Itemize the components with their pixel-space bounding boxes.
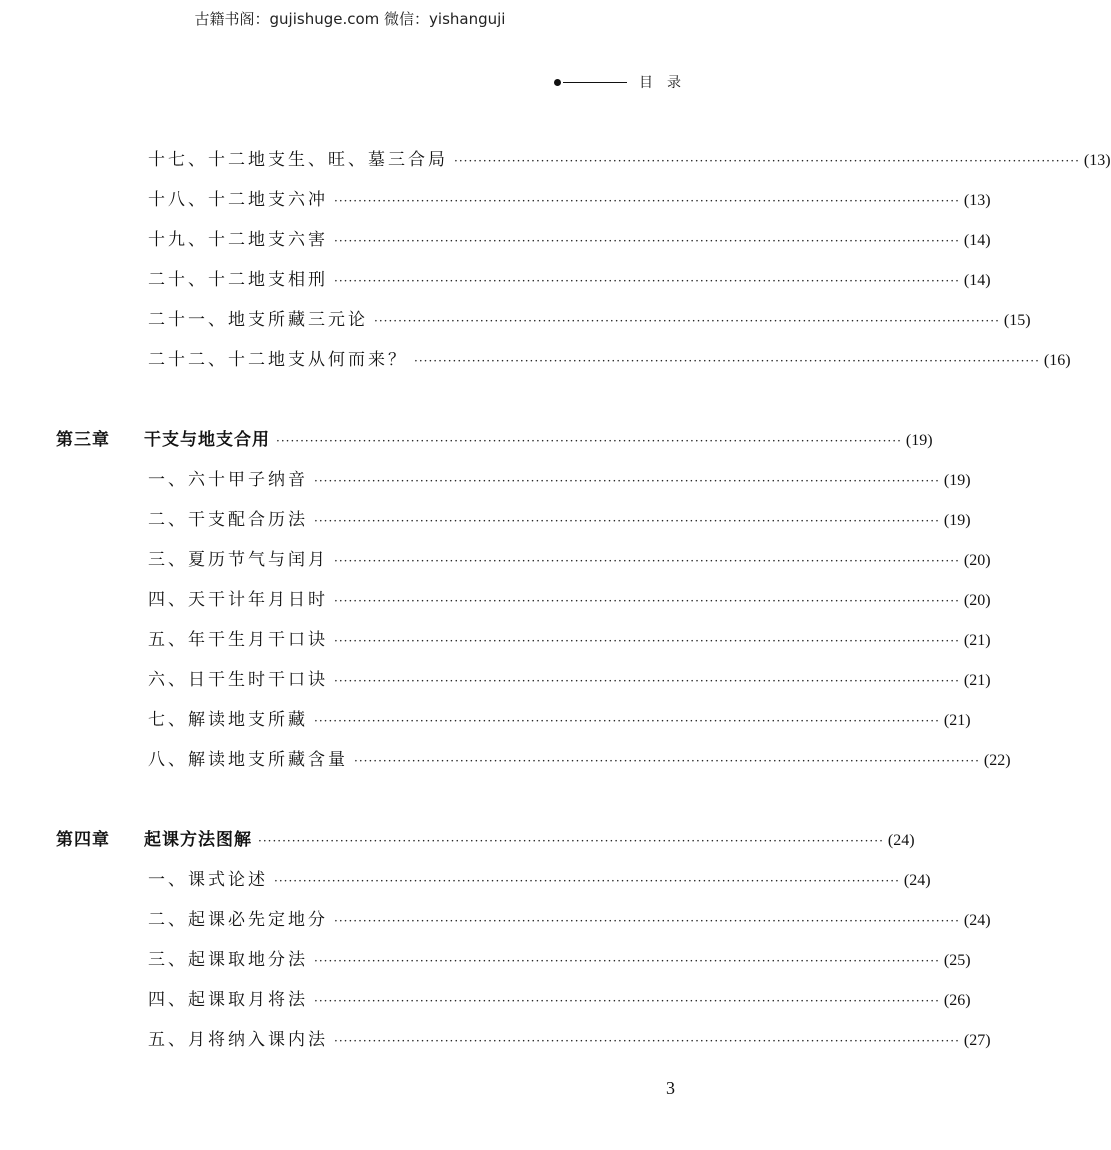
dot-leader: ·································································································································· [274, 874, 900, 888]
dot-leader: ·································································································································· [334, 674, 960, 688]
dot-leader: ·································································································································· [334, 274, 960, 288]
running-head-rule [563, 82, 627, 83]
toc-entry[interactable] [148, 1025, 991, 1050]
dot-leader: ·································································································································· [258, 834, 884, 848]
dot-leader: ·································································································································· [334, 914, 960, 928]
toc-chapter[interactable] [56, 825, 915, 850]
bullet-dot-icon [554, 79, 561, 86]
toc-entry-title: 五、年干生月干口诀 [148, 630, 328, 650]
toc-entry-page: (24) [903, 872, 931, 889]
toc-entry-page: (26) [943, 992, 971, 1009]
dot-leader: ·································································································································· [334, 1034, 960, 1048]
toc-entry-title: 六、日干生时干口诀 [148, 670, 328, 690]
toc-entry-title: 一、课式论述 [148, 870, 268, 890]
dot-leader: ·································································································································· [276, 434, 902, 448]
dot-leader: ·································································································································· [334, 634, 960, 648]
toc-entry[interactable] [148, 545, 991, 570]
running-head-title: 目录 [639, 75, 695, 91]
toc-entry-page: (19) [943, 512, 971, 529]
toc-entry-page: (14) [963, 272, 991, 289]
toc-entry-title: 七、解读地支所藏 [148, 710, 308, 730]
toc-entry[interactable] [148, 265, 991, 290]
toc-entry-title: 八、解读地支所藏含量 [148, 750, 348, 770]
toc-entry-page: (16) [1043, 352, 1071, 369]
dot-leader: ·································································································································· [334, 234, 960, 248]
dot-leader: ·································································································································· [314, 954, 940, 968]
toc-chapter[interactable] [56, 425, 933, 450]
toc-entry[interactable] [148, 465, 971, 490]
toc-entry-title: 二十、十二地支相刑 [148, 270, 328, 290]
toc-entry-page: (20) [963, 592, 991, 609]
running-head [554, 72, 695, 92]
dot-leader: ·································································································································· [314, 514, 940, 528]
toc-entry-title: 十九、十二地支六害 [148, 230, 328, 250]
toc-entry-title: 二十一、地支所藏三元论 [148, 310, 368, 330]
toc-entry-title: 五、月将纳入课内法 [148, 1030, 328, 1050]
toc-entry-title: 四、天干计年月日时 [148, 590, 328, 610]
toc-entry-title: 三、起课取地分法 [148, 950, 308, 970]
toc-entry[interactable] [148, 705, 971, 730]
toc-entry-title: 十八、十二地支六冲 [148, 190, 328, 210]
dot-leader: ·································································································································· [314, 474, 940, 488]
toc-entry-page: (21) [963, 672, 991, 689]
dot-leader: ·································································································································· [354, 754, 980, 768]
toc-entry-page: (24) [887, 832, 915, 849]
toc-entry[interactable] [148, 865, 931, 890]
toc-entry-title: 二十二、十二地支从何而来？ [148, 350, 408, 370]
toc-entry-page: (19) [943, 472, 971, 489]
toc-entry-page: (15) [1003, 312, 1031, 329]
toc-entry[interactable] [148, 305, 1031, 330]
toc-entry[interactable] [148, 505, 971, 530]
chapter-number: 第四章 [56, 830, 110, 850]
toc-entry-page: (22) [983, 752, 1011, 769]
toc-entry[interactable] [148, 345, 1071, 370]
toc-entry-page: (14) [963, 232, 991, 249]
dot-leader: ·································································································································· [374, 314, 1000, 328]
toc-entry-title: 二、起课必先定地分 [148, 910, 328, 930]
dot-leader: ·································································································································· [454, 154, 1080, 168]
dot-leader: ·································································································································· [334, 194, 960, 208]
toc-entry-page: (13) [963, 192, 991, 209]
toc-entry-page: (13) [1083, 152, 1111, 169]
chapter-title: 起课方法图解 [144, 830, 252, 850]
chapter-number: 第三章 [56, 430, 110, 450]
page-number: 3 [666, 1078, 675, 1098]
toc-entry-page: (25) [943, 952, 971, 969]
dot-leader: ·································································································································· [314, 994, 940, 1008]
dot-leader: ·································································································································· [334, 554, 960, 568]
toc-entry-page: (21) [943, 712, 971, 729]
toc-entry-page: (24) [963, 912, 991, 929]
toc-entry-page: (20) [963, 552, 991, 569]
toc-entry-title: 二、干支配合历法 [148, 510, 308, 530]
toc-entry-page: (19) [905, 432, 933, 449]
watermark: 古籍书阁：gujishuge.com 微信：yishanguji [194, 10, 506, 28]
toc-entry[interactable] [148, 945, 971, 970]
toc-entry[interactable] [148, 985, 971, 1010]
toc-entry[interactable] [148, 665, 991, 690]
toc-entry-title: 四、起课取月将法 [148, 990, 308, 1010]
toc-entry[interactable] [148, 585, 991, 610]
toc-entry-page: (27) [963, 1032, 991, 1049]
toc-entry[interactable] [148, 225, 991, 250]
chapter-title: 干支与地支合用 [144, 430, 270, 450]
toc-entry[interactable] [148, 625, 991, 650]
dot-leader: ·································································································································· [414, 354, 1040, 368]
toc-entry[interactable] [148, 905, 991, 930]
toc-entry[interactable] [148, 145, 1111, 170]
toc-entry-title: 十七、十二地支生、旺、墓三合局 [148, 150, 448, 170]
toc-entry[interactable] [148, 185, 991, 210]
toc-entry-page: (21) [963, 632, 991, 649]
toc-entry-title: 一、六十甲子纳音 [148, 470, 308, 490]
toc-entry[interactable] [148, 745, 1011, 770]
dot-leader: ·································································································································· [314, 714, 940, 728]
dot-leader: ·································································································································· [334, 594, 960, 608]
toc-entry-title: 三、夏历节气与闰月 [148, 550, 328, 570]
